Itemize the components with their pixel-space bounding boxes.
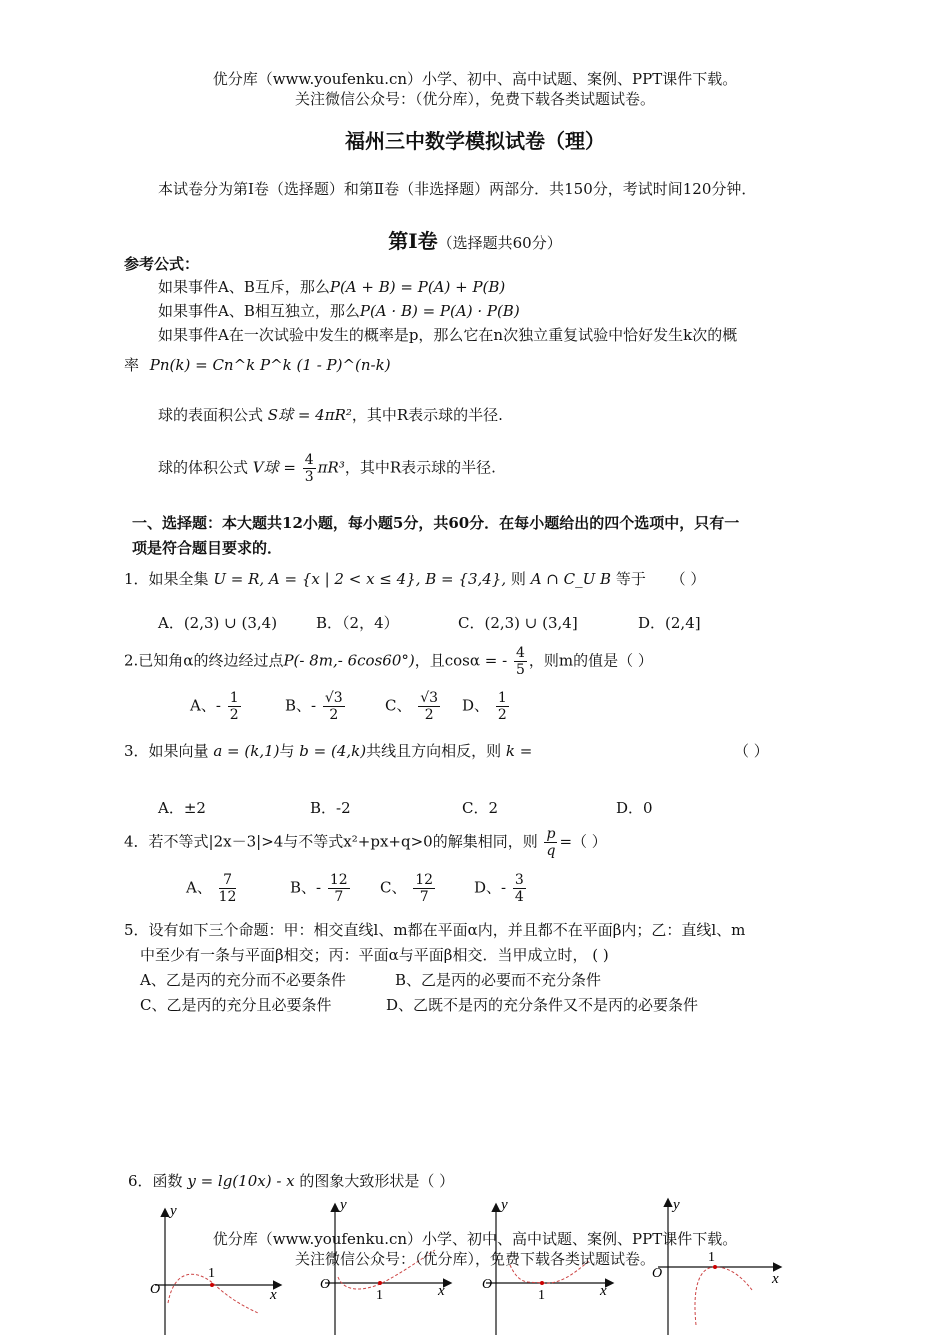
q4-option-c — [380, 872, 437, 905]
q2-option-a-sign: - — [215, 696, 221, 715]
q3-with: 与 — [279, 742, 295, 760]
q4-option-c-den: 7 — [419, 889, 429, 905]
graph-a-x-label: x — [270, 1287, 277, 1303]
q4-option-a-fraction — [219, 872, 237, 905]
q4-option-d-fraction — [513, 872, 526, 905]
q4-option-c-num: 12 — [415, 872, 434, 888]
q2-option-b-sign: - — [311, 696, 317, 715]
formula-4-tail: ，其中R表示球的半径. — [351, 406, 503, 424]
formula-4-text: 球的表面积公式 — [158, 406, 264, 424]
part1-title: 第Ⅰ卷 — [388, 229, 438, 253]
q3-stem — [124, 740, 532, 761]
formula-1-math: P(A + B) = P(A) + P(B) — [329, 278, 506, 296]
formula-2-text: 如果事件A、B相互独立，那么 — [158, 302, 360, 320]
q2-num: 4 — [515, 645, 525, 661]
formula-4 — [158, 404, 503, 425]
graph-a-point — [210, 1283, 214, 1287]
graph-b-one: 1 — [376, 1288, 383, 1303]
q2-option-c-den: 2 — [424, 707, 434, 723]
graph-d-x-label: x — [772, 1271, 779, 1287]
q4-option-d-sign: - — [501, 878, 507, 897]
q1-answer-paren: （ ） — [670, 570, 706, 588]
graph-c-y-label: y — [501, 1197, 508, 1213]
q1-expr: A ∩ C_U B — [530, 570, 612, 588]
q4-tail: =（ ） — [559, 832, 607, 851]
q4-option-b-label: B、 — [290, 878, 317, 897]
q6-tail: 的图象大致形状是（ ） — [299, 1172, 455, 1190]
q4-option-b — [290, 872, 352, 905]
graph-d-one: 1 — [708, 1250, 715, 1265]
q2-option-b-den: 2 — [329, 707, 339, 723]
q2-den: 5 — [515, 662, 525, 678]
q4-option-c-fraction — [413, 872, 435, 905]
q4-option-d — [474, 872, 528, 905]
q2-option-d-den: 2 — [497, 707, 507, 723]
q2-fraction — [514, 645, 527, 678]
q6-math: y = lg(10x) - x — [187, 1172, 295, 1190]
q2-option-c-fraction — [418, 690, 440, 723]
q1-option-d: D．(2,4] — [638, 614, 701, 632]
graph-a-origin: O — [150, 1282, 161, 1297]
q2-option-b-fraction — [323, 690, 345, 723]
q4-num: p — [546, 826, 556, 842]
section1-line-1: 一、选择题：本大题共12小题，每小题5分，共60分．在每小题给出的四个选项中，只有一 — [132, 514, 740, 532]
q4-option-c-label: C、 — [380, 878, 407, 897]
q3-answer-paren: （ ） — [734, 742, 769, 760]
formula-2-math: P(A · B) = P(A) · P(B) — [359, 302, 520, 320]
q4-option-d-den: 4 — [514, 889, 524, 905]
q2-option-d-fraction — [496, 690, 509, 723]
q1-option-b: B．（2，4） — [316, 614, 399, 632]
q4-stem — [124, 826, 607, 859]
q1-stem-text: 1．如果全集 — [124, 570, 209, 588]
q4-den: q — [546, 843, 556, 859]
formula-4-math: S球 = 4πR² — [267, 406, 352, 424]
q2-mid: ，且cosα = - — [414, 651, 508, 670]
q3-tail: 共线且方向相反，则 — [366, 742, 502, 760]
formula-1 — [158, 276, 505, 297]
formula-3-line-b — [124, 354, 391, 375]
q3-option-a: A．±2 — [158, 799, 206, 817]
q3-option-c: C．2 — [462, 799, 499, 817]
q2-tail: ，则m的值是（ ） — [528, 651, 653, 670]
formula-5 — [158, 452, 496, 485]
header-line-1: 优分库（www.youfenku.cn）小学、初中、高中试题、案例、PPT课件下载。 — [212, 70, 738, 88]
q6-graph-a — [150, 1203, 280, 1335]
q2-option-b — [285, 690, 347, 723]
q5-option-c: C、乙是丙的充分且必要条件 — [140, 996, 332, 1014]
q1-tail: 等于 — [615, 570, 646, 588]
graph-a-one: 1 — [208, 1266, 215, 1281]
graph-b-x-label: x — [438, 1283, 445, 1299]
q3-stem-text: 3．如果向量 — [124, 742, 209, 760]
part1-note: （选择题共60分） — [437, 234, 562, 252]
q4-option-d-num: 3 — [514, 872, 524, 888]
graph-c-origin: O — [482, 1277, 493, 1292]
q5-line-1: 5．设有如下三个命题：甲：相交直线l、m都在平面α内，并且都不在平面β内；乙：直线l、m — [124, 921, 746, 939]
q3-option-b: B．-2 — [310, 799, 351, 817]
q5-option-a: A、乙是丙的充分而不必要条件 — [140, 971, 346, 989]
q6-stem — [128, 1170, 454, 1191]
formula-3-text-b: 率 — [124, 356, 140, 374]
header-line-2: 关注微信公众号：（优分库），免费下载各类试题试卷。 — [294, 90, 655, 108]
q1-math: U = R, A = {x | 2 < x ≤ 4}, B = {3,4}, — [213, 570, 507, 588]
q3-vector-b: b = (4,k) — [299, 742, 367, 760]
q2-option-d-label: D、 — [462, 696, 490, 715]
q2-option-d-num: 1 — [497, 690, 507, 706]
q2-option-b-label: B、 — [285, 696, 312, 715]
q4-option-b-num: 12 — [329, 872, 348, 888]
q4-option-a-den: 12 — [218, 889, 237, 905]
q2-option-c-num: √3 — [420, 690, 439, 706]
q3-vector-a: a = (k,1) — [213, 742, 280, 760]
q2-option-a-den: 2 — [229, 707, 239, 723]
formula-5-text: 球的体积公式 — [158, 458, 249, 477]
q5-option-d: D、乙既不是丙的充分条件又不是丙的必要条件 — [386, 996, 699, 1014]
q4-option-b-sign: - — [316, 878, 322, 897]
formula-5-fraction — [303, 452, 316, 485]
page-title: 福州三中数学模拟试卷（理） — [345, 129, 605, 153]
q2-option-a — [190, 690, 243, 723]
q4-option-a-label: A、 — [186, 878, 212, 897]
graph-a-y-label: y — [170, 1203, 177, 1219]
intro-text: 本试卷分为第Ⅰ卷（选择题）和第Ⅱ卷（非选择题）两部分．共150分，考试时间120分钟． — [158, 180, 757, 198]
q1-then: 则 — [510, 570, 526, 588]
formula-3-line-a: 如果事件A在一次试验中发生的概率是p，那么它在n次独立重复试验中恰好发生k次的概 — [158, 326, 738, 344]
part1-heading — [0, 225, 950, 254]
formula-1-text: 如果事件A、B互斥，那么 — [158, 278, 330, 296]
graph-b-y-label: y — [340, 1197, 347, 1213]
section1-line-2: 项是符合题目要求的． — [132, 539, 283, 557]
q4-fraction — [544, 826, 557, 859]
q2-option-c-label: C、 — [385, 696, 412, 715]
q2-option-a-num: 1 — [229, 690, 239, 706]
q3-option-d: D．0 — [616, 799, 653, 817]
q1-stem — [124, 568, 705, 589]
graph-d-y-label: y — [673, 1197, 680, 1213]
q6-stem-text: 6．函数 — [128, 1172, 183, 1190]
graph-c-one: 1 — [538, 1288, 545, 1303]
q2-option-a-fraction — [228, 690, 241, 723]
q2-point: P(- 8m,- 6cos60°) — [283, 651, 415, 670]
formula-3-math: Pn(k) = Cn^k P^k (1 - P)^(n-k) — [149, 356, 391, 374]
graph-b-point — [378, 1281, 382, 1285]
q4-stem-text: 4．若不等式|2x－3|>4与不等式x²+px+q>0的解集相同，则 — [124, 832, 538, 851]
q2-option-a-label: A、 — [190, 696, 216, 715]
q2-stem — [124, 645, 653, 678]
graph-c-point — [540, 1281, 544, 1285]
formula-5-math-a: V球 = — [252, 458, 296, 477]
q4-option-a — [186, 872, 238, 905]
formula-5-math-b: πR³ — [317, 458, 345, 477]
graph-c-x-label: x — [600, 1283, 607, 1299]
q3-k: k = — [505, 742, 533, 760]
q4-option-a-num: 7 — [219, 872, 237, 889]
graph-b-origin: O — [320, 1277, 331, 1292]
graph-d-curve — [695, 1267, 752, 1325]
q2-option-d — [462, 690, 511, 723]
q4-option-d-label: D、 — [474, 878, 502, 897]
graph-d-origin: O — [652, 1266, 663, 1281]
q4-option-b-den: 7 — [334, 889, 344, 905]
q5-option-b: B、乙是丙的必要而不充分条件 — [395, 971, 602, 989]
formula-5-num: 4 — [304, 452, 314, 468]
footer-line-2: 关注微信公众号：（优分库），免费下载各类试题试卷。 — [294, 1250, 655, 1268]
q5-line-2: 中至少有一条与平面β相交；丙：平面α与平面β相交．当甲成立时， ( ) — [140, 946, 609, 964]
q2-option-c — [385, 690, 442, 723]
q2-option-b-num: √3 — [324, 690, 343, 706]
q1-option-a: A．(2,3) ∪ (3,4) — [158, 614, 278, 632]
formula-5-tail: ，其中R表示球的半径. — [344, 458, 496, 477]
formulas-label: 参考公式： — [124, 255, 200, 273]
formula-2 — [158, 300, 520, 321]
q1-option-c: C．(2,3) ∪ (3,4] — [458, 614, 578, 632]
q4-option-b-fraction — [328, 872, 350, 905]
formula-5-den: 3 — [304, 469, 314, 485]
footer-line-1: 优分库（www.youfenku.cn）小学、初中、高中试题、案例、PPT课件下载。 — [212, 1230, 738, 1248]
q2-stem-text: 2.已知角α的终边经过点 — [124, 651, 284, 670]
